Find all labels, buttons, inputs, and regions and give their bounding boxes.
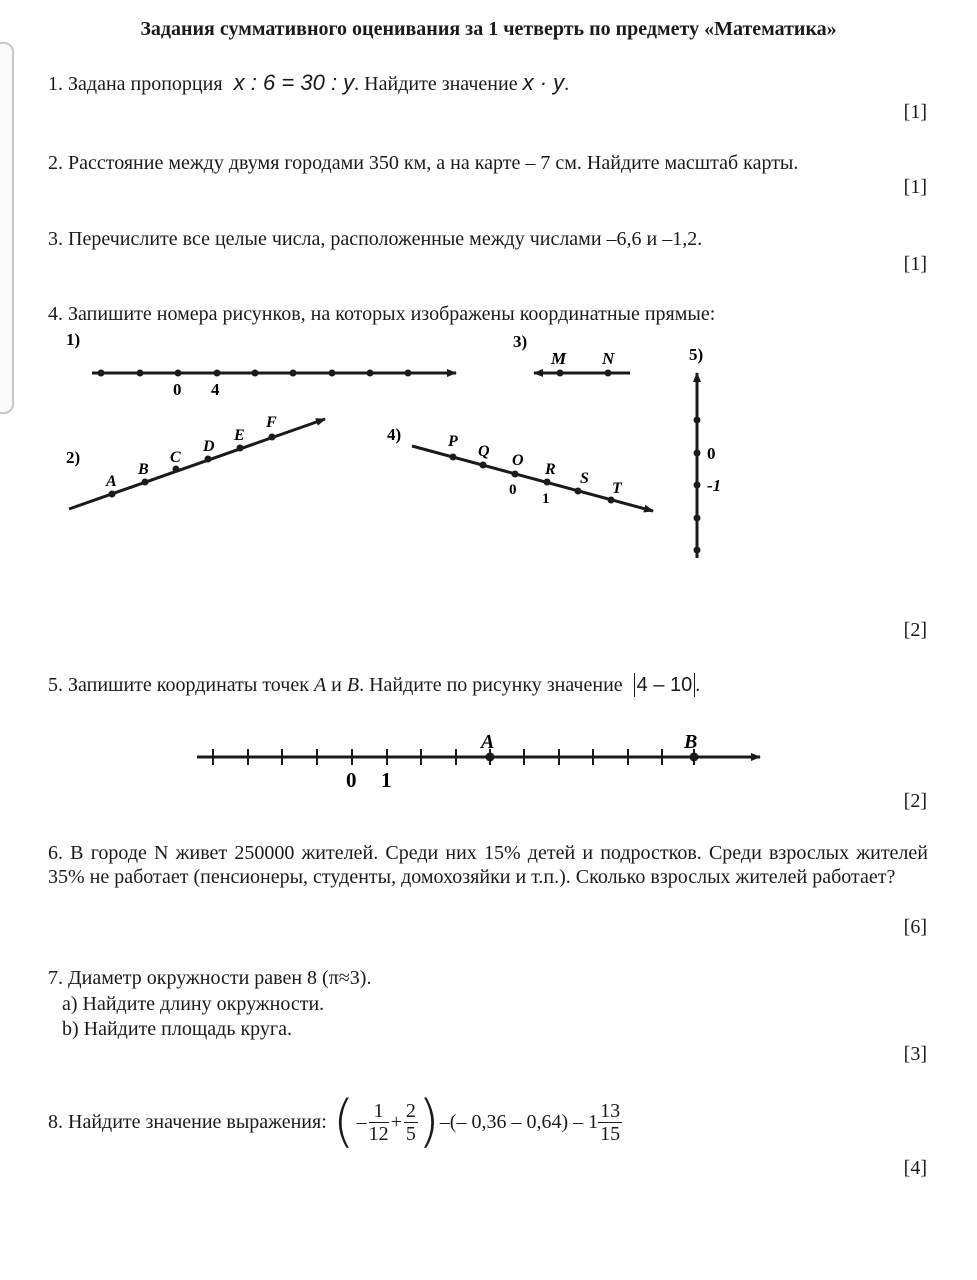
fig4-point-r: R (545, 461, 556, 478)
q8-fraction-1: $\frac{1}{12}$ (368, 1099, 389, 1145)
question-5: 5. Запишите координаты точек A и B. Найдите по рисунку значение 4 – 10 . (48, 674, 701, 696)
fig4-label: 4) (387, 425, 402, 444)
score-q5: [2] (903, 790, 927, 812)
fig2-label: 2) (66, 448, 81, 467)
question-7a: a) Найдите длину окружности. (62, 993, 325, 1015)
fig5-label: 5) (689, 345, 704, 364)
score-q3: [1] (903, 253, 927, 275)
fig5-tick-minus1: -1 (707, 476, 722, 495)
q5-point-a: A (481, 731, 495, 753)
score-q2: [1] (903, 176, 927, 198)
fig2-point-c: C (170, 449, 181, 466)
q8-expression: ( – $\frac{1}{12}$ + $\frac{2}{5}$ ) –(– 0,36 – 0,64) – 1 $\frac{13}{15}$ (332, 1089, 621, 1154)
fig4-point-o: O (512, 452, 524, 469)
q5-tick-zero: 0 (346, 768, 357, 792)
fig3-point-n: N (602, 349, 615, 368)
question-8: 8. Найдите значение выражения: ( – $\frac{1}{12}$ + $\frac{2}{5}$ ) –(– 0,36 – 0,64) – 1 $\frac{13}{15}$ (48, 1089, 621, 1154)
fig4-line (412, 446, 653, 511)
question-6: 6. В городе N живет 250000 жителей. Среди них 15% детей и подростков. Среди взрослых жителей 35% не работает (пенсионеры, студенты, домохозяйки и т.п.). Сколько взрослых жителей работает? (48, 842, 928, 888)
score-q7: [3] (903, 1043, 927, 1065)
fig1-tick-0: 0 (173, 380, 182, 399)
fig2-point-b: B (138, 461, 149, 478)
score-q1: [1] (903, 101, 927, 123)
fig4-point-t: T (612, 480, 622, 497)
fig2-point-e: E (234, 427, 245, 444)
q5-point-a-dot (486, 753, 495, 762)
fig2-line (69, 419, 325, 509)
fig1-tick-4: 4 (211, 380, 220, 399)
fig4-point-p: P (448, 433, 458, 450)
question-7: 7. Диаметр окружности равен 8 (π≈3). (48, 967, 372, 989)
question-4: 4. Запишите номера рисунков, на которых изображены координатные прямые: (48, 303, 716, 325)
fig3-label: 3) (513, 332, 528, 351)
abs-value-expression: 4 – 10 (634, 673, 696, 697)
number-line-figures (0, 325, 977, 585)
fig1-label: 1) (66, 330, 81, 349)
fig4-point-s: S (580, 470, 589, 487)
q5-tick-one: 1 (381, 768, 392, 792)
question-1: 1. Задана пропорция x : 6 = 30 : y. Найдите значение x · y. (48, 70, 570, 95)
fig2-point-a: A (106, 473, 117, 490)
score-q8: [4] (903, 1157, 927, 1179)
score-q6: [6] (903, 916, 927, 938)
q8-fraction-3: $\frac{13}{15}$ (600, 1099, 621, 1145)
fig2-point-f: F (266, 414, 277, 431)
question-2: 2. Расстояние между двумя городами 350 км, а на карте – 7 см. Найдите масштаб карты. (48, 152, 799, 174)
fig2-point-d: D (203, 438, 215, 455)
fig4-tick-0: 0 (509, 482, 517, 498)
question-3: 3. Перечислите все целые числа, расположенные между числами –6,6 и –1,2. (48, 228, 703, 250)
question-7b: b) Найдите площадь круга. (62, 1018, 292, 1040)
q5-point-b-dot (690, 753, 699, 762)
score-q4: [2] (903, 619, 927, 641)
fig4-tick-1: 1 (542, 491, 550, 507)
fig5-tick-0: 0 (707, 444, 716, 463)
fig4-point-q: Q (478, 443, 490, 460)
q5-point-b: B (684, 731, 698, 753)
page-title: Задания суммативного оценивания за 1 четверть по предмету «Математика» (140, 18, 837, 40)
q8-fraction-2: $\frac{2}{5}$ (405, 1099, 416, 1145)
q5-number-line (0, 725, 977, 795)
fig3-point-m: M (551, 349, 567, 368)
